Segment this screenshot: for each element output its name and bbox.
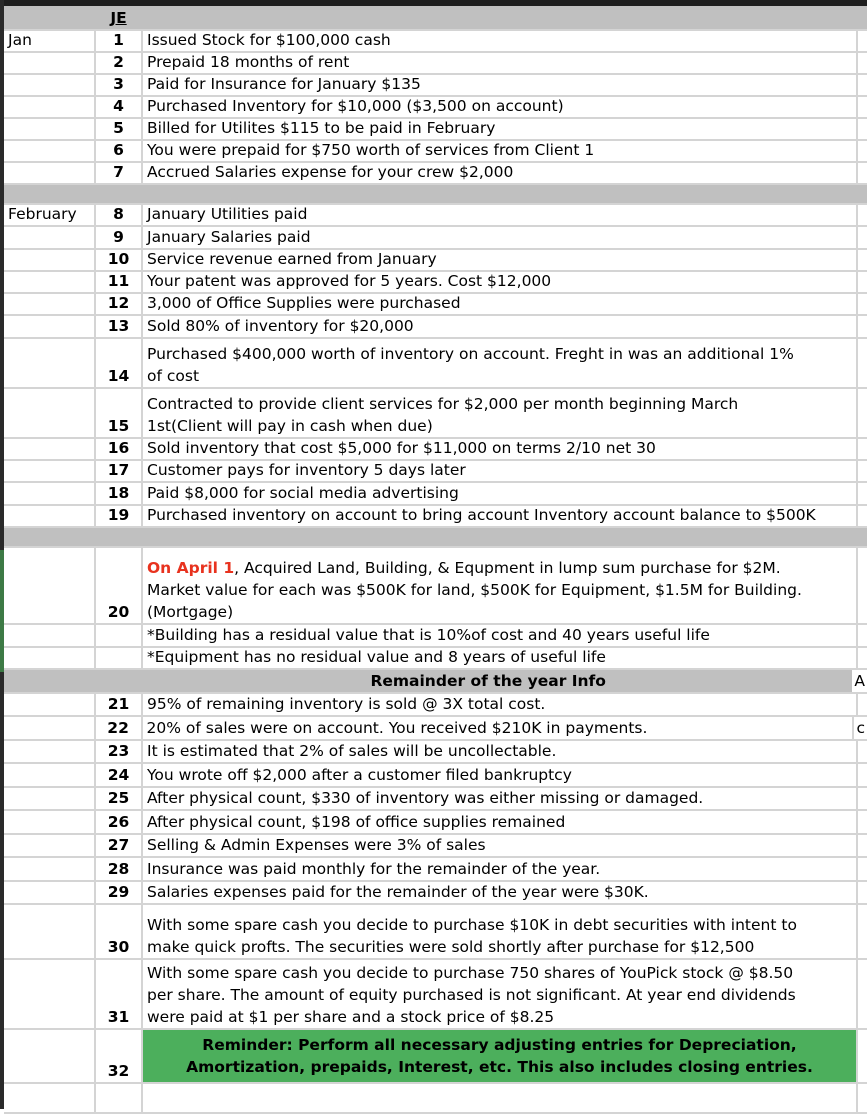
table-row-16[interactable]	[4, 439, 867, 461]
line: Purchased $400,000 worth of inventory on account. Freght in was an additional 1%	[147, 344, 794, 363]
description-cell[interactable]	[143, 439, 858, 459]
line: You wrote off $2,000 after a customer filed bankruptcy	[147, 765, 572, 784]
cell[interactable]	[858, 75, 867, 95]
description-cell[interactable]	[143, 483, 858, 503]
cell[interactable]	[858, 741, 867, 763]
line: Selling & Admin Expenses were 3% of sales	[147, 836, 486, 855]
line: Billed for Utilites $115 to be paid in February	[147, 119, 496, 137]
month-cell[interactable]	[4, 119, 96, 139]
table-row-17[interactable]	[4, 461, 867, 483]
note: *Equipment has no residual value and 8 years of useful life	[147, 647, 606, 666]
month-cell[interactable]	[4, 75, 96, 95]
description-cell[interactable]	[143, 835, 858, 857]
cell[interactable]	[4, 548, 96, 623]
line: Accrued Salaries expense for your crew $2,000	[147, 163, 514, 181]
cell[interactable]	[858, 835, 867, 857]
line: Salaries expenses paid for the remainder of the year were $30K.	[147, 883, 649, 902]
description-cell[interactable]	[143, 250, 858, 270]
table-row-4[interactable]	[4, 97, 867, 119]
cell[interactable]	[858, 764, 867, 786]
table-row-32[interactable]	[4, 1030, 867, 1084]
cell[interactable]	[858, 272, 867, 292]
description-cell[interactable]	[143, 294, 858, 314]
description-cell[interactable]	[143, 461, 858, 481]
description-cell[interactable]	[143, 506, 858, 526]
cell[interactable]	[858, 119, 867, 139]
spreadsheet-grid[interactable]	[4, 6, 867, 1114]
line: January Utilities paid	[147, 205, 308, 224]
description-cell[interactable]	[143, 75, 858, 95]
cell[interactable]	[858, 227, 867, 247]
month-cell[interactable]	[4, 483, 96, 503]
cell[interactable]	[858, 53, 867, 73]
description-cell[interactable]	[143, 625, 858, 646]
description-cell[interactable]	[143, 960, 858, 1028]
month-cell[interactable]	[4, 439, 96, 459]
month-cell[interactable]: February	[4, 205, 96, 225]
cell[interactable]	[858, 1030, 867, 1082]
je-number[interactable]: 13	[96, 316, 143, 336]
line: Paid $8,000 for social media advertising	[147, 483, 459, 502]
line: Service revenue earned from January	[147, 249, 437, 268]
je-number[interactable]: 23	[96, 741, 143, 763]
table-row-8[interactable]	[4, 205, 867, 227]
line: Sold inventory that cost $5,000 for $11,000 on terms 2/10 net 30	[147, 439, 656, 458]
cell[interactable]	[858, 648, 867, 668]
je-number[interactable]: 25	[96, 788, 143, 810]
line: of cost	[147, 366, 200, 385]
cell[interactable]	[4, 960, 96, 1028]
description-cell[interactable]	[143, 905, 858, 958]
je-header[interactable]: JE	[110, 9, 127, 27]
section-header-row[interactable]	[4, 670, 867, 694]
month-cell[interactable]	[4, 227, 96, 247]
month-cell[interactable]	[4, 858, 96, 880]
month-cell[interactable]	[4, 882, 96, 904]
cell[interactable]	[858, 439, 867, 459]
description-cell[interactable]	[143, 788, 858, 810]
line: Market value for each was $500K for land, $500K for Equipment, $1.5M for Building.	[147, 580, 802, 599]
cell[interactable]	[4, 648, 96, 668]
table-row-27[interactable]	[4, 835, 867, 859]
month-cell[interactable]	[4, 811, 96, 833]
month-cell[interactable]	[4, 461, 96, 481]
description-cell[interactable]	[143, 764, 858, 786]
cell[interactable]	[143, 1084, 858, 1112]
description-cell[interactable]	[143, 272, 858, 292]
description-cell[interactable]	[143, 227, 858, 247]
table-row-29[interactable]	[4, 882, 867, 906]
line: After physical count, $198 of office supplies remained	[147, 812, 566, 831]
description-cell[interactable]	[143, 694, 858, 716]
description-cell[interactable]	[143, 548, 858, 623]
description-cell[interactable]	[143, 648, 858, 668]
month-cell[interactable]	[4, 389, 96, 437]
cell[interactable]	[4, 905, 96, 958]
je-number[interactable]: 9	[96, 227, 143, 247]
description-cell[interactable]	[143, 811, 858, 833]
table-row-26[interactable]	[4, 811, 867, 835]
month-cell[interactable]	[4, 97, 96, 117]
date-highlight: On April 1	[147, 558, 235, 577]
cell[interactable]	[858, 6, 867, 29]
month-cell[interactable]	[4, 53, 96, 73]
line: per share. The amount of equity purchased is not significant. At year end dividends	[147, 986, 796, 1005]
cell[interactable]	[96, 1084, 143, 1112]
description-cell[interactable]	[143, 97, 858, 117]
cell[interactable]	[858, 811, 867, 833]
je-number[interactable]: 5	[96, 119, 143, 139]
je-number[interactable]: 27	[96, 835, 143, 857]
line	[147, 557, 781, 579]
cell[interactable]	[858, 483, 867, 503]
table-row-24[interactable]	[4, 764, 867, 788]
je-number[interactable]: 18	[96, 483, 143, 503]
overflow-text[interactable]: A	[854, 671, 865, 690]
cell[interactable]	[858, 294, 867, 314]
je-number[interactable]: 16	[96, 439, 143, 459]
line: With some spare cash you decide to purchase $10K in debt securities with intent to	[147, 916, 797, 935]
je-number[interactable]: 15	[96, 389, 143, 437]
table-row-15[interactable]	[4, 389, 867, 439]
table-row-1[interactable]	[4, 31, 867, 53]
cell[interactable]	[858, 316, 867, 336]
table-row-7[interactable]	[4, 163, 867, 185]
description-cell[interactable]	[143, 339, 858, 387]
description-cell[interactable]	[143, 141, 858, 161]
month-cell[interactable]	[4, 741, 96, 763]
table-row-25[interactable]	[4, 788, 867, 812]
month-cell[interactable]	[4, 835, 96, 857]
line: Prepaid 18 months of rent	[147, 53, 350, 71]
cell[interactable]	[858, 141, 867, 161]
spacer-row[interactable]	[4, 528, 867, 548]
line: 3,000 of Office Supplies were purchased	[147, 294, 461, 313]
je-number[interactable]: 6	[96, 141, 143, 161]
description-cell[interactable]	[143, 205, 858, 225]
cell[interactable]	[858, 389, 867, 437]
note: *Building has a residual value that is 10%of cost and 40 years useful life	[147, 625, 710, 644]
cell[interactable]	[858, 882, 867, 904]
line: Customer pays for inventory 5 days later	[147, 461, 466, 480]
je-number[interactable]: 2	[96, 53, 143, 73]
description-cell[interactable]	[143, 119, 858, 139]
je-number[interactable]: 31	[96, 960, 143, 1028]
text: , Acquired Land, Building, & Equpment in lump sum purchase for $2M.	[234, 558, 781, 577]
cell[interactable]	[4, 6, 96, 29]
empty-row[interactable]	[4, 1084, 867, 1114]
cell[interactable]	[143, 6, 858, 29]
line: make quick profts. The securities were sold shortly after purchase for $12,500	[147, 938, 755, 957]
line: It is estimated that 2% of sales will be uncollectable.	[147, 742, 557, 761]
table-row-12[interactable]	[4, 294, 867, 316]
cell[interactable]	[858, 205, 867, 225]
table-row-14[interactable]	[4, 339, 867, 389]
je-number[interactable]: 11	[96, 272, 143, 292]
month-cell[interactable]	[4, 163, 96, 183]
line: Reminder: Perform all necessary adjusting entries for Depreciation,	[202, 1036, 797, 1055]
table-row-28[interactable]	[4, 858, 867, 882]
je-number[interactable]: 17	[96, 461, 143, 481]
cell[interactable]	[4, 625, 96, 646]
je-number[interactable]: 7	[96, 163, 143, 183]
table-row-5[interactable]	[4, 119, 867, 141]
overflow-text[interactable]: c	[856, 718, 866, 737]
month-cell[interactable]	[4, 250, 96, 270]
table-row-31[interactable]	[4, 960, 867, 1030]
month-cell[interactable]	[4, 694, 96, 716]
description-cell[interactable]	[143, 741, 858, 763]
je-number[interactable]: 20	[96, 548, 143, 623]
description-cell[interactable]	[143, 316, 858, 336]
table-row-13[interactable]	[4, 316, 867, 338]
cell[interactable]	[858, 905, 867, 958]
table-row-2[interactable]	[4, 53, 867, 75]
header-row[interactable]	[4, 6, 867, 31]
table-row-11[interactable]	[4, 272, 867, 294]
je-number[interactable]: 30	[96, 905, 143, 958]
line: You were prepaid for $750 worth of services from Client 1	[147, 141, 595, 159]
reminder-cell[interactable]	[143, 1030, 858, 1082]
month-cell[interactable]	[4, 272, 96, 292]
description-cell[interactable]	[143, 717, 855, 739]
line: Your patent was approved for 5 years. Cost $12,000	[147, 272, 552, 291]
je-number[interactable]: 10	[96, 250, 143, 270]
month-cell[interactable]	[4, 294, 96, 314]
month-cell[interactable]	[4, 316, 96, 336]
month-cell[interactable]	[4, 141, 96, 161]
line: Contracted to provide client services for $2,000 per month beginning March	[147, 394, 739, 413]
table-row-9[interactable]	[4, 227, 867, 249]
line: After physical count, $330 of inventory was either missing or damaged.	[147, 789, 704, 808]
cell[interactable]	[858, 163, 867, 183]
je-number[interactable]: 28	[96, 858, 143, 880]
description-cell[interactable]	[143, 882, 858, 904]
line: 20% of sales were on account. You received $210K in payments.	[146, 718, 648, 737]
je-number[interactable]: 12	[96, 294, 143, 314]
month-cell[interactable]: Jan	[4, 31, 96, 51]
je-number[interactable]: 19	[96, 506, 143, 526]
line: Purchased Inventory for $10,000 ($3,500 on account)	[147, 97, 564, 115]
description-cell[interactable]	[143, 389, 858, 437]
note-row[interactable]	[4, 648, 867, 670]
line: Amortization, prepaids, Interest, etc. This also includes closing entries.	[186, 1058, 813, 1077]
je-number[interactable]: 14	[96, 339, 143, 387]
line: 1st(Client will pay in cash when due)	[147, 416, 433, 435]
cell[interactable]	[858, 960, 867, 1028]
table-row-18[interactable]	[4, 483, 867, 505]
je-number[interactable]: 8	[96, 205, 143, 225]
table-row-19[interactable]	[4, 506, 867, 528]
cell[interactable]	[858, 858, 867, 880]
je-number[interactable]: 4	[96, 97, 143, 117]
cell[interactable]	[858, 788, 867, 810]
cell[interactable]	[858, 339, 867, 387]
line: January Salaries paid	[147, 227, 311, 246]
cell[interactable]	[858, 548, 867, 623]
cell[interactable]	[4, 1084, 96, 1112]
line: 95% of remaining inventory is sold @ 3X total cost.	[147, 695, 546, 714]
cell[interactable]	[858, 1084, 867, 1112]
cell[interactable]	[858, 506, 867, 526]
je-number[interactable]: 32	[96, 1030, 143, 1082]
line: With some spare cash you decide to purchase 750 shares of YouPick stock @ $8.50	[147, 964, 794, 983]
cell[interactable]	[858, 694, 867, 716]
line: were paid at $1 per share and a stock price of $8.25	[147, 1008, 555, 1027]
line: Issued Stock for $100,000 cash	[147, 31, 391, 49]
table-row-3[interactable]	[4, 75, 867, 97]
je-number[interactable]: 3	[96, 75, 143, 95]
je-number[interactable]: 24	[96, 764, 143, 786]
table-row-20[interactable]	[4, 548, 867, 625]
spacer-row[interactable]	[4, 185, 867, 205]
table-row-22[interactable]	[4, 717, 867, 741]
description-cell[interactable]	[143, 858, 858, 880]
table-row-10[interactable]	[4, 250, 867, 272]
remainder-header[interactable]: Remainder of the year Info	[4, 670, 852, 692]
line: Purchased inventory on account to bring account Inventory account balance to $500K	[147, 505, 816, 524]
je-number[interactable]: 29	[96, 882, 143, 904]
table-row-30[interactable]	[4, 905, 867, 960]
description-cell[interactable]	[143, 31, 858, 51]
cell[interactable]	[96, 648, 143, 668]
cell[interactable]	[96, 625, 143, 646]
line: (Mortgage)	[147, 602, 234, 621]
month-cell[interactable]	[4, 788, 96, 810]
note-row[interactable]	[4, 625, 867, 648]
month-cell[interactable]	[4, 764, 96, 786]
cell[interactable]	[858, 97, 867, 117]
table-row-6[interactable]	[4, 141, 867, 163]
month-cell[interactable]	[4, 506, 96, 526]
month-cell[interactable]	[4, 339, 96, 387]
cell[interactable]	[858, 31, 867, 51]
line: Paid for Insurance for January $135	[147, 75, 421, 93]
cell[interactable]	[858, 250, 867, 270]
je-number[interactable]: 21	[96, 694, 143, 716]
cell[interactable]	[858, 461, 867, 481]
je-number[interactable]: 22	[96, 717, 143, 739]
line: Insurance was paid monthly for the remainder of the year.	[147, 859, 601, 878]
description-cell[interactable]	[143, 53, 858, 73]
cell[interactable]	[4, 1030, 96, 1082]
description-cell[interactable]	[143, 163, 858, 183]
table-row-23[interactable]	[4, 741, 867, 765]
line: Sold 80% of inventory for $20,000	[147, 316, 414, 335]
month-cell[interactable]	[4, 717, 96, 739]
cell[interactable]	[858, 625, 867, 646]
je-number[interactable]: 1	[96, 31, 143, 51]
table-row-21[interactable]	[4, 694, 867, 718]
je-number[interactable]: 26	[96, 811, 143, 833]
